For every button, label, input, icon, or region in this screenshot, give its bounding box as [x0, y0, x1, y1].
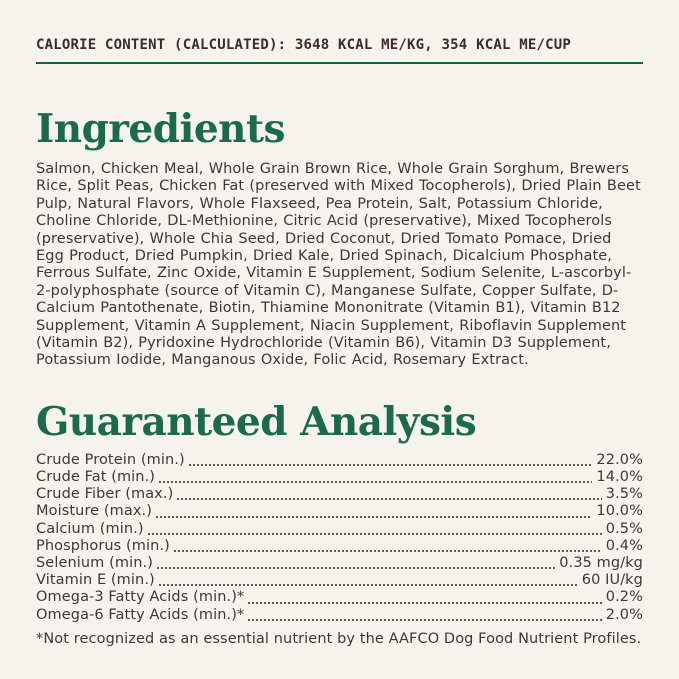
- dot-leader: [176, 498, 601, 500]
- analysis-row-value: 14.0%: [596, 469, 643, 486]
- analysis-footnote: *Not recognized as an essential nutrient by the AAFCO Dog Food Nutrient Profiles.: [36, 630, 642, 647]
- analysis-row-value: 2.0%: [605, 606, 643, 623]
- analysis-row: [36, 521, 643, 538]
- analysis-row-value: 0.5%: [605, 520, 643, 537]
- dot-leader: [247, 602, 601, 604]
- analysis-row-value: 3.5%: [605, 486, 643, 503]
- dot-leader: [247, 619, 601, 621]
- analysis-row-value: 22.0%: [596, 451, 643, 468]
- dot-leader: [188, 464, 593, 466]
- dot-leader: [158, 584, 578, 586]
- analysis-row-label: Moisture (max.): [36, 503, 153, 520]
- guaranteed-analysis-title: Guaranteed Analysis: [36, 398, 477, 445]
- analysis-row-label: Calcium (min.): [36, 520, 144, 537]
- ingredients-title: Ingredients: [36, 106, 285, 152]
- analysis-row-label: Omega-3 Fatty Acids (min.)*: [36, 589, 245, 606]
- calorie-content-line: CALORIE CONTENT (CALCULATED): 3648 KCAL ME/KG, 354 KCAL ME/CUP: [36, 37, 571, 53]
- analysis-row: [36, 452, 643, 469]
- dot-leader: [147, 533, 602, 535]
- analysis-row-label: Vitamin E (min.): [36, 572, 155, 589]
- analysis-row-value: 60 IU/kg: [581, 572, 643, 589]
- divider-rule: [36, 62, 643, 64]
- dot-leader: [155, 516, 592, 518]
- analysis-row-label: Crude Fiber (max.): [36, 486, 174, 503]
- analysis-row: [36, 538, 643, 555]
- dot-leader: [158, 481, 592, 483]
- analysis-row: [36, 486, 643, 503]
- analysis-row-value: 0.35 mg/kg: [559, 555, 643, 571]
- analysis-row-label: Omega-6 Fatty Acids (min.)*: [36, 606, 245, 623]
- analysis-row-value: 10.0%: [596, 503, 643, 520]
- ingredients-text: Salmon, Chicken Meal, Whole Grain Brown Rice, Whole Grain Sorghum, Brewers Rice, Split Peas, Chicken Fat (preserved with Mixed Tocopherols), Dried Plain Beet Pulp, Natural Flavors, Whole Flaxseed, Pea Protein, Salt, Potassium Chloride, Choline Chloride, DL-Methionine, Citric Acid (preservative), Mixed Tocopherols (preservative), Whole Chia Seed, Dried Coconut, Dried Tomato Pomace, Dried Egg Product, Dried Pumpkin, Dried Kale, Dried Spinach, Dicalcium Phosphate, Ferrous Sulfate, Zinc Oxide, Vitamin E Supplement, Sodium Selenite, L-ascorbyl-2-polyphosphate (source of Vitamin C), Manganese Sulfate, Copper Sulfate, D-Calcium Pantothenate, Biotin, Thiamine Mononitrate (Vitamin B1), Vitamin B12 Supplement, Vitamin A Supplement, Niacin Supplement, Riboflavin Supplement (Vitamin B2), Pyridoxine Hydrochloride (Vitamin B6), Vitamin D3 Supplement, Potassium Iodide, Manganous Oxide, Folic Acid, Rosemary Extract.: [36, 161, 641, 369]
- analysis-row: [36, 503, 643, 520]
- guaranteed-analysis-table: [36, 452, 643, 624]
- analysis-row: [36, 469, 643, 486]
- analysis-row: [36, 589, 643, 606]
- analysis-row-label: Selenium (min.): [36, 555, 153, 571]
- analysis-row-label: Crude Protein (min.): [36, 451, 185, 468]
- analysis-row-label: Crude Fat (min.): [36, 469, 156, 486]
- analysis-row-value: 0.2%: [605, 589, 643, 606]
- analysis-row: [36, 555, 643, 572]
- dot-leader: [156, 567, 555, 569]
- analysis-row-value: 0.4%: [605, 537, 643, 554]
- analysis-row: [36, 572, 643, 589]
- analysis-row-label: Phosphorus (min.): [36, 537, 170, 554]
- analysis-row: [36, 607, 643, 624]
- dot-leader: [173, 550, 602, 552]
